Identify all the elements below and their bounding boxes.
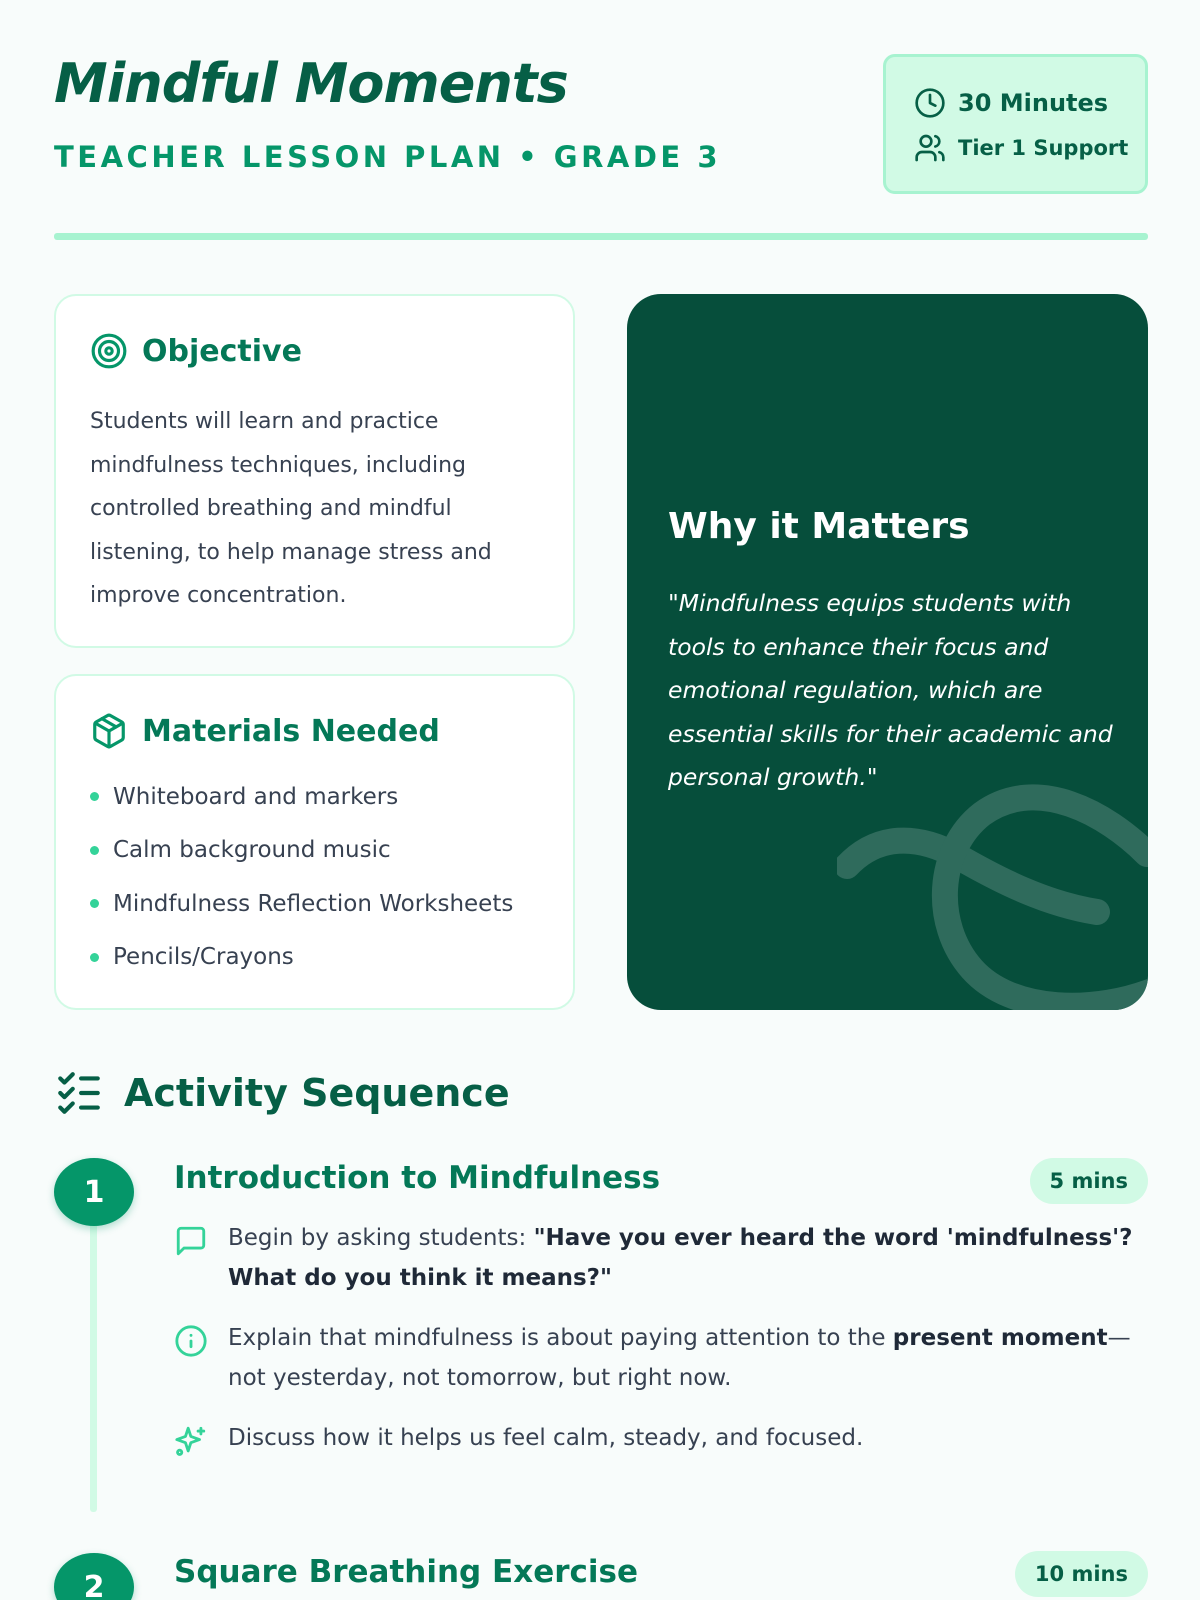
checklist-icon (54, 1068, 104, 1118)
materials-heading: Materials Needed (142, 713, 440, 749)
chat-icon (174, 1224, 208, 1258)
support-text: Tier 1 Support (958, 136, 1129, 160)
why-quote: "Mindfulness equips students with tools to enhance their focus and emotional regulation, which are essential skills for their academic and personal growth." (668, 589, 1113, 791)
list-item (90, 877, 513, 931)
step-number-1: 1 (54, 1158, 134, 1226)
bullet-text-tail: —not yesterday, not tomorrow, but right now. (228, 1325, 1131, 1391)
activity-sequence-header (54, 1068, 510, 1118)
bullet-dot (90, 953, 99, 962)
bullet-text (228, 1318, 1148, 1398)
why-it-matters-card (627, 294, 1148, 1010)
objective-card (54, 294, 575, 648)
leaf-icon (837, 774, 1148, 1010)
lesson-plan-page (54, 0, 1148, 1600)
step-number-2: 2 (54, 1553, 134, 1600)
duration-row (914, 87, 1108, 119)
step-title-2: Square Breathing Exercise (174, 1554, 639, 1590)
support-row (914, 132, 1128, 164)
bullet-text-plain: Begin by asking students: (228, 1225, 534, 1251)
list-item (90, 770, 513, 824)
why-heading: Why it Matters (668, 506, 970, 547)
material-label: Calm background music (113, 837, 391, 864)
bullet-text: Discuss how it helps us feel calm, steady, and focused. (228, 1425, 864, 1451)
activity-heading: Activity Sequence (124, 1071, 510, 1115)
materials-list (90, 770, 513, 984)
step-duration-badge-2: 10 mins (1015, 1551, 1148, 1597)
timeline-line (90, 1200, 97, 1512)
duration-text: 30 Minutes (958, 89, 1109, 117)
users-icon (914, 132, 946, 164)
objective-header (90, 332, 302, 370)
material-label: Pencils/Crayons (113, 944, 294, 971)
lesson-meta-box (883, 54, 1148, 194)
bullet-text-emphasis: "Have you ever heard the word 'mindfulness'? What do you think it means?" (228, 1225, 1133, 1291)
sparkles-icon (174, 1424, 208, 1458)
bullet-dot (90, 792, 99, 801)
material-label: Whiteboard and markers (113, 783, 399, 810)
list-item (90, 824, 513, 878)
materials-header (90, 712, 440, 750)
bullet-text (228, 1218, 1148, 1298)
objective-text: Students will learn and practice mindfulness techniques, including controlled breathing and mindful listening, to help manage stress and improve concentration. (90, 409, 492, 608)
bullet-dot (90, 899, 99, 908)
info-icon (174, 1324, 208, 1358)
header-divider (54, 233, 1148, 240)
step-duration-badge-1: 5 mins (1030, 1158, 1148, 1204)
step-title-1: Introduction to Mindfulness (174, 1160, 661, 1196)
page-title: Mindful Moments (54, 52, 568, 115)
target-icon (90, 332, 128, 370)
clock-icon (914, 87, 946, 119)
page-subtitle: TEACHER LESSON PLAN • GRADE 3 (54, 140, 722, 174)
package-icon (90, 712, 128, 750)
materials-card (54, 674, 575, 1010)
bullet-text-plain: Explain that mindfulness is about paying attention to the (228, 1325, 893, 1351)
objective-heading: Objective (142, 333, 302, 369)
bullet-text-emphasis: present moment (892, 1325, 1108, 1351)
list-item (90, 931, 513, 985)
bullet-dot (90, 846, 99, 855)
material-label: Mindfulness Reflection Worksheets (113, 890, 514, 917)
